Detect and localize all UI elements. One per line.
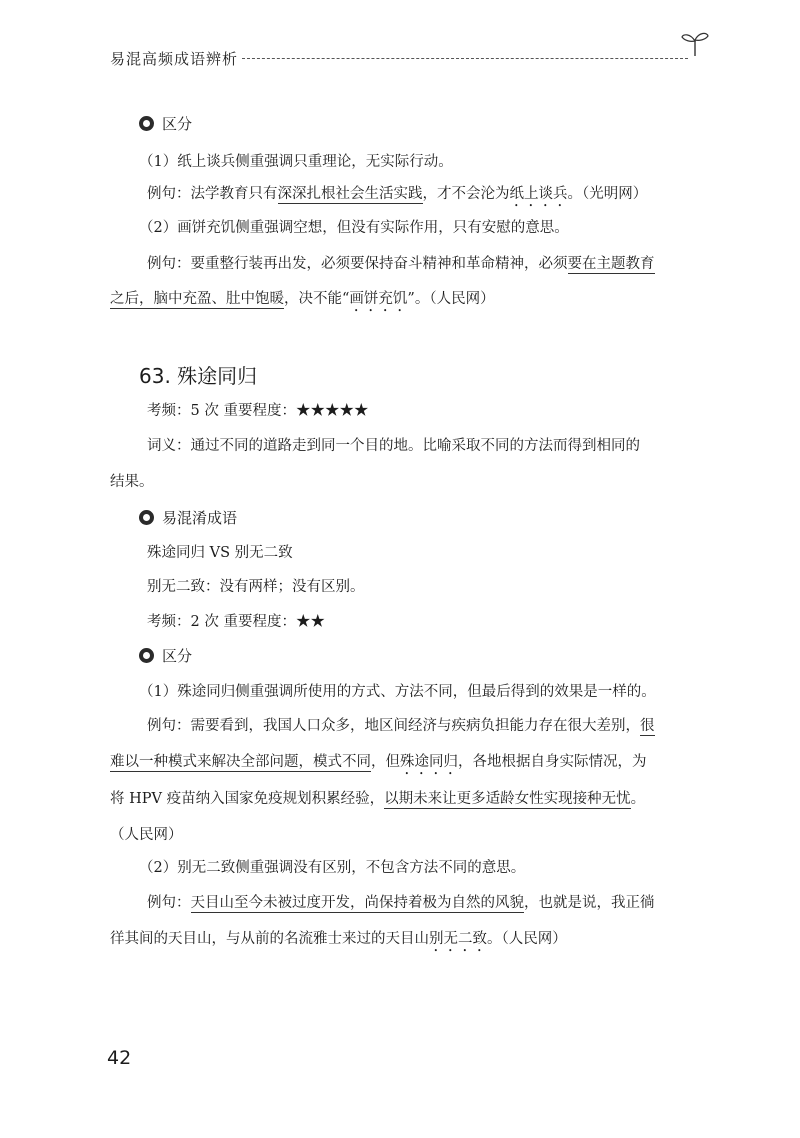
example-sentence-1	[147, 184, 647, 210]
confusable-definition: 别无二致：没有两样；没有区别。	[147, 579, 365, 595]
flower-bullet-icon	[139, 510, 154, 525]
example-text: 法学教育只有	[190, 186, 278, 202]
example-label: 例句：	[147, 256, 191, 272]
running-header	[110, 48, 710, 74]
example-sentence-4-line-1	[147, 893, 655, 913]
confusable-heading	[139, 508, 237, 528]
example-sentence-3-line-3	[110, 789, 645, 809]
example-source: ”。（人民网）	[407, 291, 495, 307]
example-text: ，但	[371, 754, 400, 770]
distinction-2-point-2: （2）别无二致侧重强调没有区别，不包含方法不同的意思。	[139, 860, 526, 876]
underlined-phrase: 要在主题教育	[567, 256, 655, 272]
distinction-heading	[139, 114, 192, 134]
underlined-phrase: 天目山至今未被过度开发，尚保持着极为自然的风貌	[190, 895, 524, 911]
header-divider	[242, 58, 688, 59]
entry-meaning-line-2: 结果。	[110, 474, 154, 490]
example-text: ，才不会沦为	[422, 186, 510, 202]
example-text: 将 HPV 疫苗纳入国家免疫规划积累经验，	[110, 791, 385, 807]
distinction-point-1: （1）纸上谈兵侧重强调只重理论，无实际行动。	[139, 154, 453, 170]
example-text: 徉其间的天目山，与从前的名流雅士来过的天目山	[110, 931, 429, 947]
page-number: 42	[107, 1047, 132, 1069]
running-header-title: 易混高频成语辨析	[110, 50, 239, 68]
confusable-heading-text: 易混淆成语	[162, 509, 238, 527]
sprout-icon	[680, 28, 710, 58]
underlined-phrase: 以期未来让更多适龄女性实现接种无忧	[384, 791, 631, 807]
example-sentence-3-line-1	[147, 716, 655, 736]
example-text: ，决不能“	[284, 291, 350, 307]
flower-bullet-icon	[139, 648, 154, 663]
example-text: ，也就是说，我正徜	[524, 895, 655, 911]
distinction-2-point-1: （1）殊途同归侧重强调所使用的方式、方法不同，但最后得到的效果是一样的。	[139, 684, 656, 700]
example-label: 例句：	[147, 186, 191, 202]
example-text: 。	[630, 791, 646, 807]
underlined-phrase: 难以一种模式来解决全部问题，模式不同	[110, 754, 371, 770]
emphasized-idiom: 纸上谈兵	[509, 186, 568, 202]
underlined-phrase: 之后，脑中充盈、肚中饱暖	[110, 291, 284, 307]
example-label: 例句：	[147, 895, 191, 911]
example-text: 要重整行装再出发，必须要保持奋斗精神和革命精神，必须	[190, 256, 568, 272]
underlined-phrase: 深深扎根社会生活实践	[277, 186, 423, 202]
example-source: 。（光明网）	[567, 186, 648, 202]
entry-frequency: 考频：5 次 重要程度：★★★★★	[147, 403, 369, 419]
example-sentence-3-source: （人民网）	[110, 827, 183, 843]
distinction-point-2: （2）画饼充饥侧重强调空想，但没有实际作用，只有安慰的意思。	[139, 220, 569, 236]
distinction-heading-text: 区分	[162, 647, 193, 665]
example-source: 。（人民网）	[487, 931, 567, 947]
emphasized-idiom: 别无二致	[429, 931, 487, 947]
example-sentence-3-line-2	[110, 752, 647, 778]
distinction-heading-text: 区分	[162, 115, 193, 133]
example-text: ，各地根据自身实际情况，为	[458, 754, 647, 770]
confusable-pair: 殊途同归 VS 别无二致	[147, 545, 293, 561]
distinction-heading-2	[139, 646, 192, 666]
flower-bullet-icon	[139, 116, 154, 131]
emphasized-idiom: 画饼充饥	[349, 291, 408, 307]
entry-meaning-line-1: 词义：通过不同的道路走到同一个目的地。比喻采取不同的方法而得到相同的	[147, 438, 640, 454]
confusable-frequency: 考频：2 次 重要程度：★★	[147, 614, 325, 630]
example-sentence-2-line-2	[110, 289, 495, 315]
example-sentence-4-line-2	[110, 929, 567, 955]
underlined-phrase: 很	[640, 718, 655, 734]
emphasized-idiom: 殊途同归	[400, 754, 458, 770]
example-text: 例句：需要看到，我国人口众多，地区间经济与疾病负担能力存在很大差别，	[147, 718, 640, 734]
entry-title: 63. 殊途同归	[139, 364, 258, 388]
example-sentence-2-line-1	[147, 254, 655, 274]
